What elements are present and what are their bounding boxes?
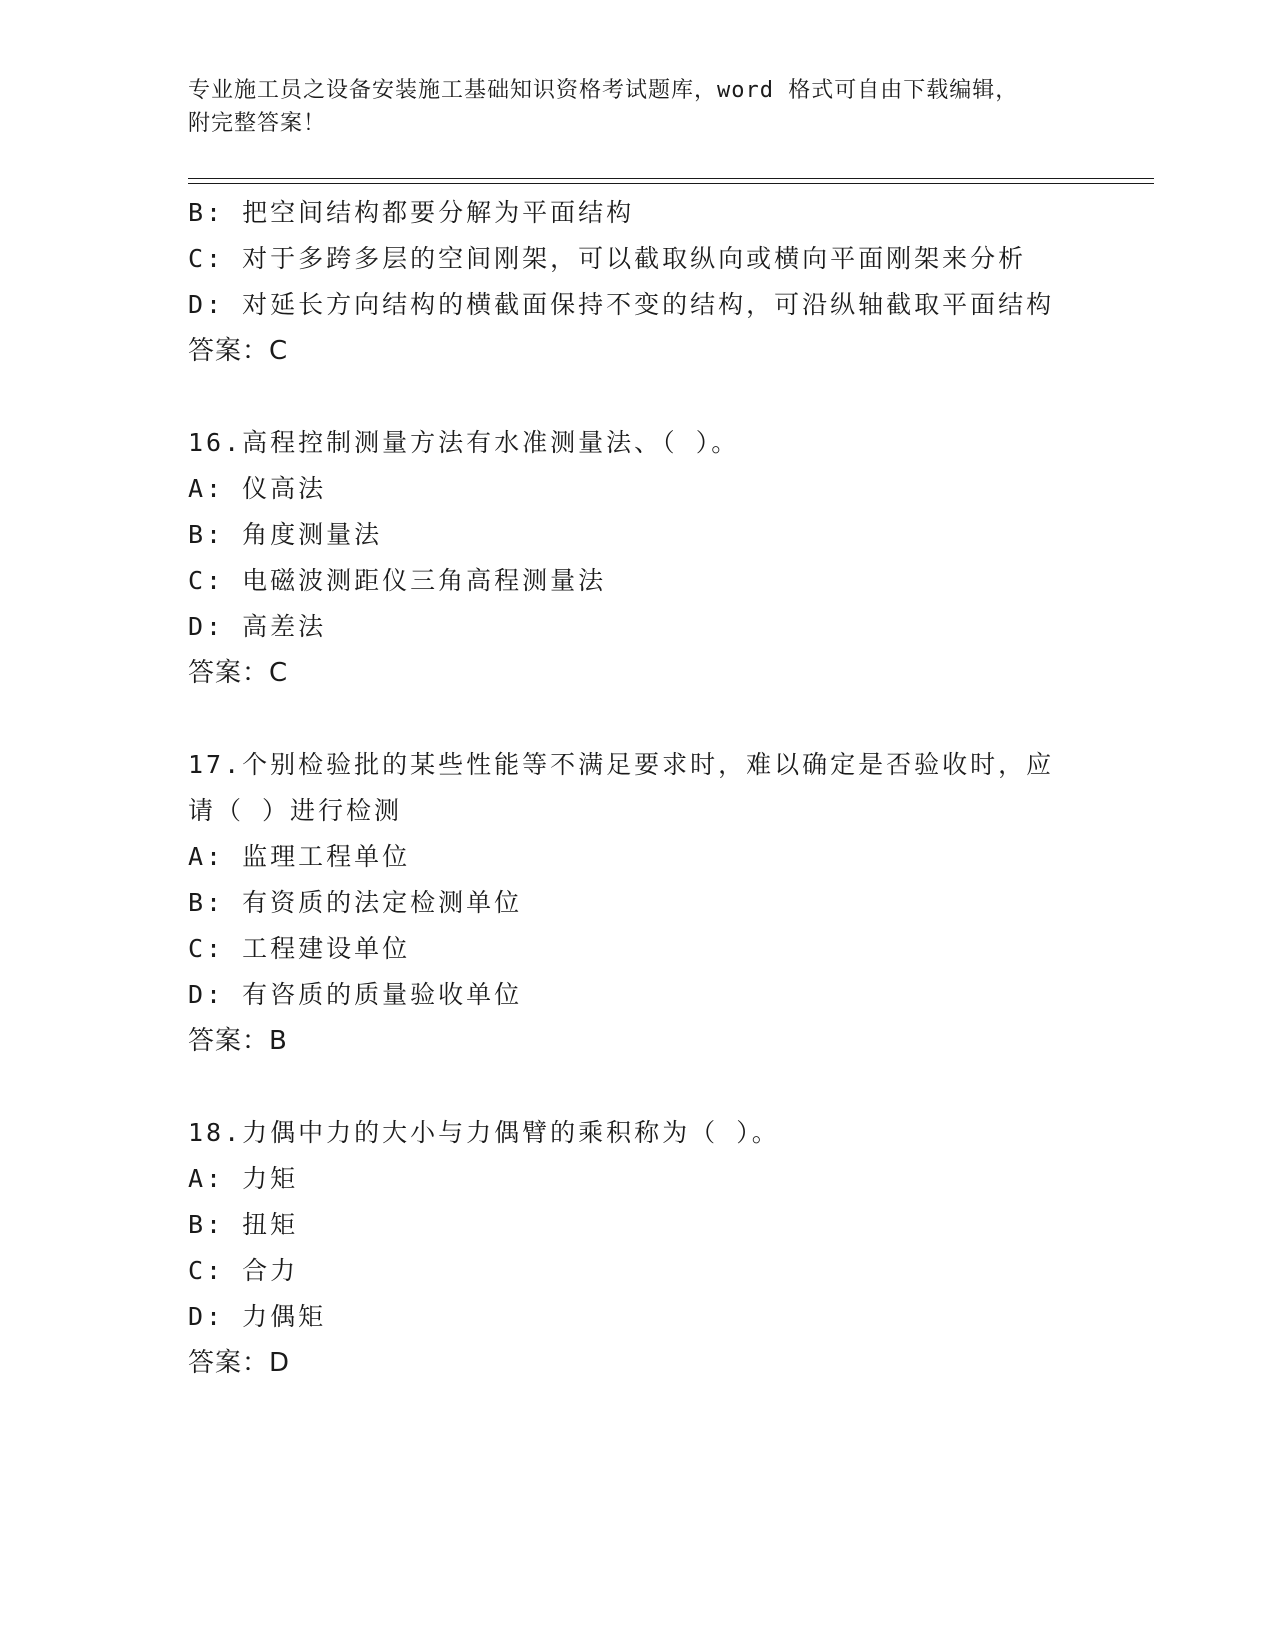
question-16 (188, 420, 1088, 696)
answer: 答案：B (188, 1026, 288, 1056)
option-a: A: 仪高法 (188, 474, 327, 503)
option-b: B: 有资质的法定检测单位 (188, 888, 523, 917)
header-line-2: 附完整答案！ (188, 111, 327, 136)
option-c: C: 电磁波测距仪三角高程测量法 (188, 566, 607, 595)
header-line-1: 专业施工员之设备安装施工基础知识资格考试题库，word 格式可自由下载编辑， (188, 78, 1019, 103)
option-a: A: 监理工程单位 (188, 842, 411, 871)
header-divider-bottom (188, 183, 1154, 184)
option-b: B: 角度测量法 (188, 520, 383, 549)
answer: 答案：D (188, 1348, 291, 1378)
option-c: C: 合力 (188, 1256, 299, 1285)
option-d: D: 对延长方向结构的横截面保持不变的结构，可沿纵轴截取平面结构 (188, 290, 1055, 319)
option-c: C: 对于多跨多层的空间刚架，可以截取纵向或横向平面刚架来分析 (188, 244, 1027, 273)
answer: 答案：C (188, 658, 289, 688)
option-d: D: 高差法 (188, 612, 327, 641)
question-stem: 16.高程控制测量方法有水准测量法、（ ）。 (188, 428, 740, 457)
option-c: C: 工程建设单位 (188, 934, 411, 963)
question-stem: 18.力偶中力的大小与力偶臂的乘积称为（ ）。 (188, 1118, 780, 1147)
option-a: A: 力矩 (188, 1164, 299, 1193)
continued-question (188, 190, 1088, 374)
header-divider-top (188, 178, 1154, 179)
option-d: D: 有咨质的质量验收单位 (188, 980, 523, 1009)
question-18 (188, 1110, 1088, 1386)
document-header (188, 74, 1148, 140)
question-stem: 17.个别检验批的某些性能等不满足要求时，难以确定是否验收时，应 (188, 750, 1055, 779)
option-b: B: 把空间结构都要分解为平面结构 (188, 198, 635, 227)
option-d: D: 力偶矩 (188, 1302, 327, 1331)
question-17 (188, 742, 1088, 1064)
question-content (188, 190, 1088, 1386)
answer: 答案：C (188, 336, 289, 366)
option-b: B: 扭矩 (188, 1210, 299, 1239)
question-stem-continued: 请（ ）进行检测 (188, 796, 403, 825)
